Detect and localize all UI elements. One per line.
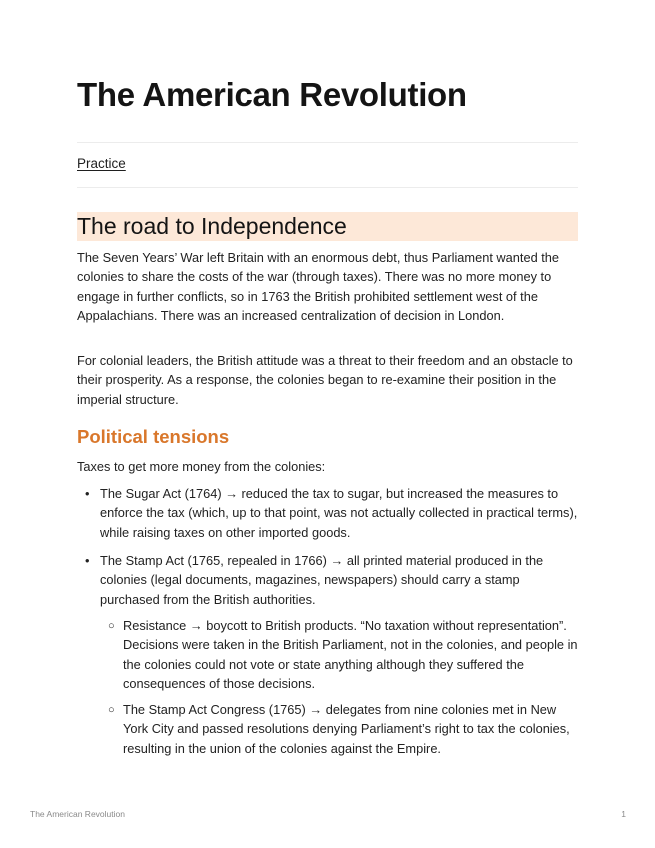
paragraph-2: For colonial leaders, the British attitude was a threat to their freedom and an obstacle to their prosperity. As a response, the colonies began to re-examine their position in the imperial structure. [77, 353, 573, 407]
subsection-heading: Political tensions [77, 426, 230, 447]
divider-top [77, 142, 578, 143]
subsection-intro: Taxes to get more money from the colonies: [77, 459, 326, 474]
bullet-icon: • [85, 486, 90, 501]
bullet-icon: • [85, 553, 90, 568]
hollow-bullet-icon: ○ [108, 704, 115, 716]
nested-list-item-text: Resistance → boycott to British products. “No taxation without representation”. Decisions were taken in the British Parliament, not in the colonies, and people in the colonies could not vote or state anything although they suffered the consequences of those decisions. [123, 618, 578, 692]
list-item-text: The Sugar Act (1764) → reduced the tax to sugar, but increased the measures to enforce the tax (which, up to that point, was not actually collected in practical terms), while raising taxes on other imported goods. [100, 486, 578, 540]
list-item [85, 484, 578, 542]
nested-list-item-text: The Stamp Act Congress (1765) → delegates from nine colonies met in New York City and passed resolutions denying Parliament’s right to tax the colonies, resulting in the union of the colonies against the Empire. [123, 702, 570, 756]
hollow-bullet-icon: ○ [108, 620, 115, 632]
list-item [85, 551, 578, 609]
paragraph-1: The Seven Years’ War left Britain with an enormous debt, thus Parliament wanted the colonies to share the costs of the war (through taxes). There was no more money to engage in further conflicts, so in 1763 the British prohibited settlement west of the Appalachians. There was an increased centralization of decision in London. [77, 250, 560, 324]
section-heading: The road to Independence [77, 212, 578, 241]
nested-list-item [108, 616, 578, 694]
footer-page-number: 1 [621, 809, 626, 819]
practice-link[interactable]: Practice [77, 156, 126, 171]
list-item-text: The Stamp Act (1765, repealed in 1766) → all printed material produced in the colonies (legal documents, magazines, newspapers) should carry a stamp purchased from the British authorities. [100, 553, 544, 607]
divider-bottom [77, 187, 578, 188]
nested-list-item [108, 700, 578, 758]
document-title: The American Revolution [77, 76, 467, 113]
footer-title: The American Revolution [30, 809, 125, 819]
